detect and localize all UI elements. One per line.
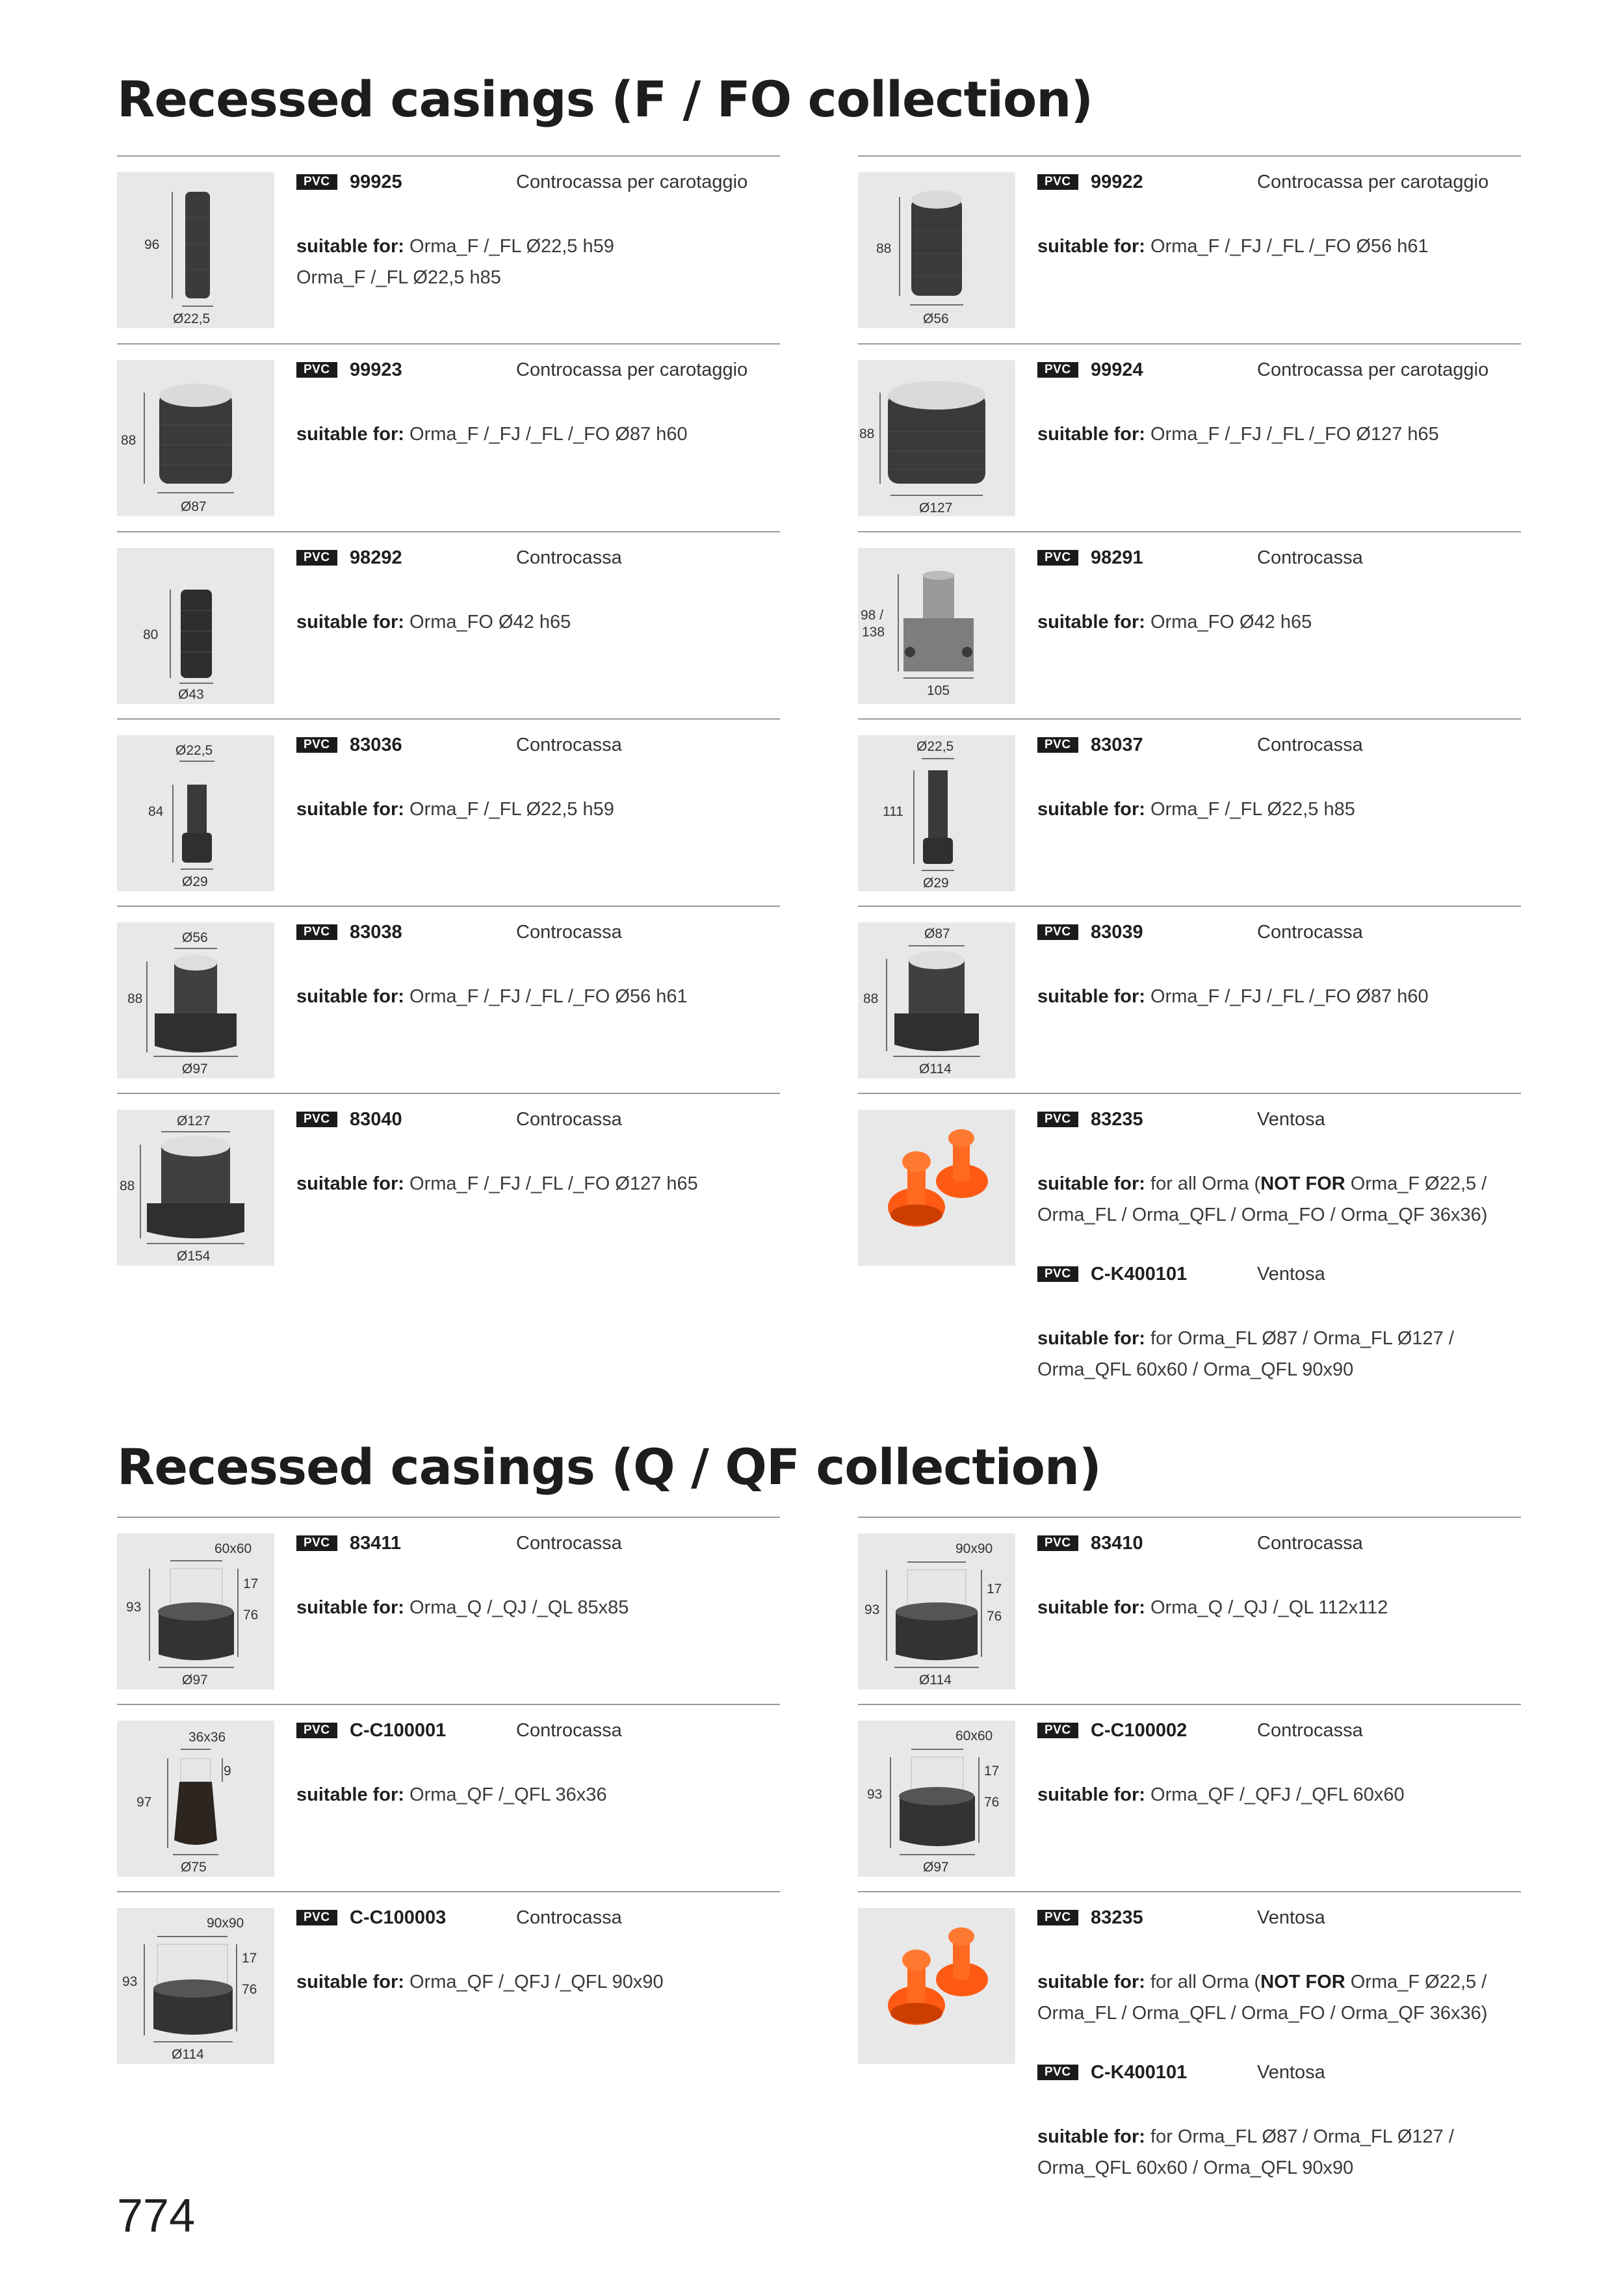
- product-description: Ventosa: [1257, 1109, 1325, 1130]
- product-entry-99925: [117, 155, 780, 345]
- dim-top-height: 17: [987, 1582, 1002, 1597]
- dim-diameter: Ø56: [923, 311, 949, 326]
- product-info: [1037, 345, 1518, 445]
- material-badge: PVC: [296, 550, 337, 566]
- suitable-for: suitable for: Orma_Q /_QJ /_QL 112x112: [1037, 1597, 1388, 1618]
- suitable-for: suitable for: Orma_F /_FJ /_FL /_FO Ø87 h60: [1037, 986, 1429, 1007]
- product-description: Controcassa: [1257, 922, 1363, 943]
- product-entry-98292: [117, 531, 780, 721]
- material-badge: PVC: [296, 924, 337, 940]
- product-image: [117, 1908, 274, 2064]
- suitable-for: suitable for: Orma_FO Ø42 h65: [296, 612, 571, 633]
- product-info: [296, 532, 777, 633]
- dim-height: 98 /: [861, 608, 884, 623]
- material-badge: PVC: [296, 1112, 337, 1127]
- dim-diameter: Ø127: [919, 501, 953, 515]
- suitable-for: suitable for: for Orma_FL Ø87 / Orma_FL Ø127 / Orma_QFL 60x60 / Orma_QFL 90x90: [1037, 1328, 1454, 1380]
- product-description: Ventosa: [1257, 1907, 1325, 1928]
- product-entry-83036: [117, 718, 780, 908]
- product-entry-c-c100001: [117, 1704, 780, 1894]
- product-info: [1037, 1892, 1518, 2178]
- dim-top-height: 17: [242, 1951, 257, 1966]
- dim-height: 88: [121, 433, 136, 448]
- dim-top-height: 9: [224, 1764, 231, 1779]
- dim-height: 88: [859, 426, 875, 441]
- product-info: [1037, 1518, 1518, 1618]
- dim-top-size: 90x90: [207, 1916, 244, 1931]
- dim-height: 97: [136, 1795, 152, 1810]
- dim-top-diameter: Ø22,5: [916, 739, 954, 754]
- dim-diameter: Ø43: [178, 687, 204, 702]
- product-info: [1037, 1705, 1518, 1803]
- product-code: 83040: [350, 1109, 402, 1130]
- product-entry-83235-q: [858, 1891, 1521, 2198]
- suitable-for: suitable for: Orma_Q /_QJ /_QL 85x85: [296, 1597, 629, 1618]
- material-badge: PVC: [1037, 1535, 1078, 1551]
- section-title-q-qf: Recessed casings (Q / QF collection): [117, 1438, 1101, 1496]
- material-badge: PVC: [1037, 924, 1078, 940]
- dim-height: 88: [863, 991, 879, 1006]
- product-code: 83037: [1091, 735, 1143, 755]
- material-badge: PVC: [1037, 737, 1078, 753]
- material-badge: PVC: [296, 1910, 337, 1925]
- product-description: Controcassa per carotaggio: [516, 172, 748, 192]
- product-entry-83410: [858, 1517, 1521, 1706]
- product-image: [117, 1110, 274, 1266]
- product-description: Controcassa per carotaggio: [1257, 172, 1489, 192]
- product-info: [296, 907, 777, 1007]
- product-description: Ventosa: [1257, 1264, 1325, 1285]
- product-entry-98291: [858, 531, 1521, 721]
- product-description: Controcassa: [1257, 735, 1363, 755]
- product-code: 83235: [1091, 1907, 1143, 1928]
- dim-top-height: 17: [984, 1764, 1000, 1779]
- product-description: Controcassa per carotaggio: [1257, 359, 1489, 380]
- dim-top-diameter: Ø56: [182, 930, 208, 945]
- product-code: 99923: [350, 359, 402, 380]
- product-code: 83038: [350, 922, 402, 943]
- product-code: C-C100001: [350, 1720, 447, 1741]
- dim-diameter: Ø154: [177, 1249, 211, 1264]
- product-code: C-C100002: [1091, 1720, 1188, 1741]
- suitable-for: suitable for: for all Orma (NOT FOR Orma_F Ø22,5 / Orma_FL / Orma_QFL / Orma_FO / Orma_QF 36x36): [1037, 1972, 1488, 2024]
- product-entry-83038: [117, 906, 780, 1095]
- suitable-for: suitable for: Orma_QF /_QFJ /_QFL 90x90: [296, 1972, 664, 1992]
- product-image: [117, 548, 274, 704]
- product-code: 99924: [1091, 359, 1143, 380]
- product-description: Controcassa per carotaggio: [516, 359, 748, 380]
- product-entry-99923: [117, 343, 780, 533]
- dim-top-height: 17: [243, 1576, 259, 1591]
- material-badge: PVC: [296, 737, 337, 753]
- dim-height: 88: [120, 1179, 135, 1194]
- product-image: [858, 548, 1015, 704]
- product-code: 83411: [350, 1533, 402, 1554]
- dim-height: 88: [127, 991, 143, 1006]
- dim-top-size: 60x60: [214, 1541, 252, 1556]
- product-info: [1037, 532, 1518, 633]
- product-info: [1037, 720, 1518, 820]
- dim-height: 93: [864, 1602, 880, 1617]
- product-image: [858, 1721, 1015, 1877]
- product-info: [296, 1518, 777, 1618]
- dim-height: 80: [143, 627, 159, 642]
- product-image: [117, 1721, 274, 1877]
- product-info: [1037, 907, 1518, 1007]
- product-image: [117, 360, 274, 516]
- product-description: Controcassa: [1257, 547, 1363, 568]
- suitable-for: suitable for: Orma_F /_FJ /_FL /_FO Ø56 h61: [1037, 236, 1429, 257]
- product-description: Controcassa: [516, 922, 622, 943]
- dim-top-size: 90x90: [955, 1541, 993, 1556]
- material-badge: PVC: [1037, 174, 1078, 190]
- product-code: 98292: [350, 547, 402, 568]
- dim-diameter: Ø114: [919, 1673, 952, 1688]
- material-badge: PVC: [1037, 1723, 1078, 1738]
- suitable-for: suitable for: Orma_F /_FL Ø22,5 h59: [296, 799, 614, 820]
- product-entry-83039: [858, 906, 1521, 1095]
- suitable-for: suitable for: Orma_F /_FJ /_FL /_FO Ø87 h60: [296, 424, 688, 445]
- product-image: [117, 172, 274, 328]
- dim-height-alt: 138: [862, 625, 885, 640]
- material-badge: PVC: [296, 362, 337, 378]
- product-entry-99922: [858, 155, 1521, 345]
- material-badge: PVC: [296, 1723, 337, 1738]
- product-image: [117, 735, 274, 891]
- dim-body-height: 76: [984, 1795, 1000, 1810]
- product-image: [117, 1533, 274, 1689]
- dim-height: 93: [867, 1787, 883, 1802]
- dim-diameter: Ø114: [919, 1062, 952, 1076]
- product-description: Controcassa: [516, 1907, 622, 1928]
- dim-top-size: 36x36: [188, 1730, 226, 1745]
- product-info: [296, 720, 777, 820]
- product-code: 99925: [350, 172, 402, 192]
- dim-top-diameter: Ø22,5: [175, 743, 213, 758]
- product-description: Ventosa: [1257, 2062, 1325, 2083]
- dim-height: 88: [876, 241, 892, 256]
- dim-body-height: 76: [243, 1608, 259, 1623]
- product-entry-c-c100003: [117, 1891, 780, 2081]
- dim-diameter: Ø29: [923, 876, 949, 891]
- dim-top-diameter: Ø87: [924, 926, 950, 941]
- dim-height: 84: [148, 804, 164, 819]
- suitable-for: suitable for: Orma_QF /_QFL 36x36: [296, 1784, 607, 1805]
- dim-diameter: Ø22,5: [173, 311, 211, 326]
- product-entry-83411: [117, 1517, 780, 1706]
- dim-body-height: 76: [242, 1982, 257, 1997]
- material-badge: PVC: [1037, 550, 1078, 566]
- dim-diameter: Ø29: [182, 874, 208, 889]
- product-code: C-K400101: [1091, 1264, 1188, 1285]
- dim-top-diameter: Ø127: [177, 1114, 211, 1128]
- dim-diameter: Ø87: [181, 499, 207, 514]
- dim-diameter: Ø97: [923, 1860, 949, 1875]
- product-entry-83037: [858, 718, 1521, 908]
- product-image: [858, 1533, 1015, 1689]
- product-info: [296, 1892, 777, 1990]
- product-entry-99924: [858, 343, 1521, 533]
- suitable-for: suitable for: Orma_F /_FL Ø22,5 h85: [1037, 799, 1355, 820]
- dim-height: 111: [883, 804, 903, 819]
- suitable-for: suitable for: for all Orma (NOT FOR Orma_F Ø22,5 / Orma_FL / Orma_QFL / Orma_FO / Orma_QF 36x36): [1037, 1173, 1488, 1225]
- dim-width: 105: [927, 683, 950, 698]
- product-code: 83410: [1091, 1533, 1143, 1554]
- product-description: Controcassa: [516, 1109, 622, 1130]
- product-info: [296, 157, 777, 288]
- material-badge: PVC: [1037, 1910, 1078, 1925]
- product-entry-83040: [117, 1093, 780, 1283]
- material-badge: PVC: [1037, 1112, 1078, 1127]
- product-info: [296, 1094, 777, 1192]
- section-title-f-fo: Recessed casings (F / FO collection): [117, 70, 1093, 128]
- product-description: Controcassa: [516, 1533, 622, 1554]
- product-code: 99922: [1091, 172, 1143, 192]
- dim-diameter: Ø97: [182, 1673, 208, 1688]
- product-info: [296, 345, 777, 445]
- product-code: 98291: [1091, 547, 1143, 568]
- material-badge: PVC: [296, 174, 337, 190]
- product-code: C-C100003: [350, 1907, 447, 1928]
- suitable-for: suitable for: Orma_QF /_QFJ /_QFL 60x60: [1037, 1784, 1405, 1805]
- product-image: [858, 1110, 1015, 1266]
- suitable-for: suitable for: Orma_F /_FJ /_FL /_FO Ø127 h65: [1037, 424, 1439, 445]
- product-image: [117, 922, 274, 1078]
- material-badge: PVC: [1037, 1266, 1078, 1282]
- dim-height: 96: [144, 237, 160, 252]
- product-image: [858, 172, 1015, 328]
- product-description: Controcassa: [516, 1720, 622, 1741]
- suitable-for: suitable for: Orma_FO Ø42 h65: [1037, 612, 1312, 633]
- page-number: 774: [117, 2190, 196, 2242]
- product-info: [1037, 157, 1518, 257]
- dim-body-height: 76: [987, 1609, 1002, 1624]
- product-image: [858, 735, 1015, 891]
- material-badge: PVC: [1037, 362, 1078, 378]
- material-badge: PVC: [296, 1535, 337, 1551]
- product-image: [858, 1908, 1015, 2064]
- product-image: [858, 922, 1015, 1078]
- product-description: Controcassa: [1257, 1533, 1363, 1554]
- dim-height: 93: [122, 1974, 138, 1989]
- dim-top-size: 60x60: [955, 1729, 993, 1743]
- product-code: 83039: [1091, 922, 1143, 943]
- product-description: Controcassa: [516, 547, 622, 568]
- suitable-for: suitable for: for Orma_FL Ø87 / Orma_FL Ø127 / Orma_QFL 60x60 / Orma_QFL 90x90: [1037, 2126, 1454, 2178]
- product-code: C-K400101: [1091, 2062, 1188, 2083]
- material-badge: PVC: [1037, 2065, 1078, 2080]
- product-code: 83036: [350, 735, 402, 755]
- suitable-for: suitable for: Orma_F /_FL Ø22,5 h59 Orma_F /_FL Ø22,5 h85: [296, 236, 614, 288]
- dim-diameter: Ø97: [182, 1062, 208, 1076]
- product-description: Controcassa: [1257, 1720, 1363, 1741]
- product-entry-c-c100002: [858, 1704, 1521, 1894]
- product-entry-83235: [858, 1093, 1521, 1400]
- product-info: [1037, 1094, 1518, 1380]
- suitable-for: suitable for: Orma_F /_FJ /_FL /_FO Ø56 h61: [296, 986, 688, 1007]
- product-info: [296, 1705, 777, 1803]
- dim-diameter: Ø114: [172, 2047, 204, 2062]
- product-code: 83235: [1091, 1109, 1143, 1130]
- product-image: [858, 360, 1015, 516]
- dim-height: 93: [126, 1600, 142, 1615]
- dim-diameter: Ø75: [181, 1860, 207, 1875]
- product-description: Controcassa: [516, 735, 622, 755]
- suitable-for: suitable for: Orma_F /_FJ /_FL /_FO Ø127 h65: [296, 1173, 698, 1194]
